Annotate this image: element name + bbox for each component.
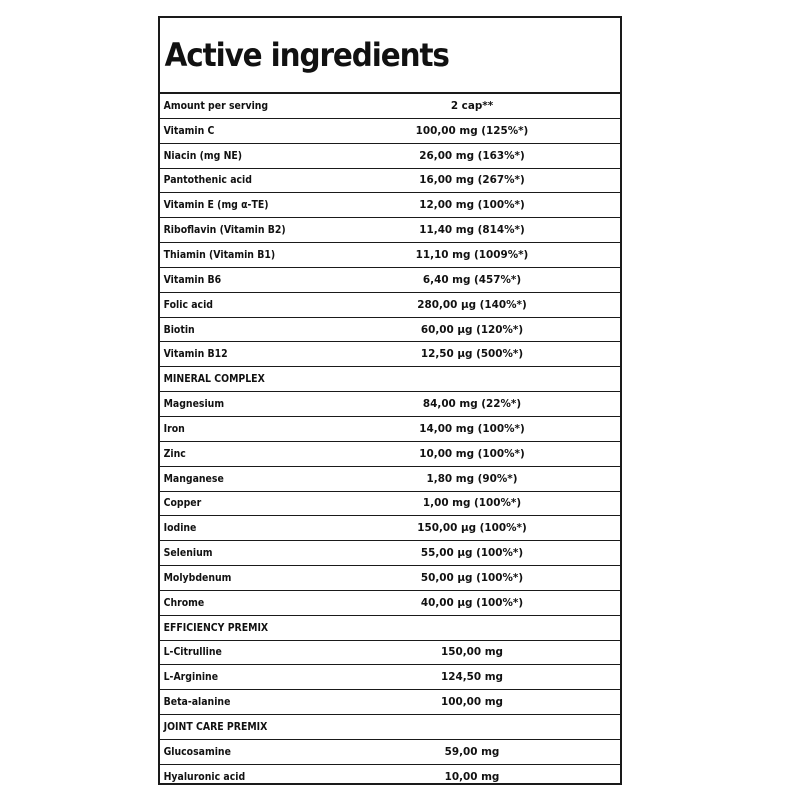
- ingredient-name: L-Citrulline: [163, 646, 222, 659]
- ingredient-name: Vitamin E (mg α-TE): [163, 199, 269, 212]
- table-row: [160, 591, 620, 616]
- table-row: [160, 318, 620, 343]
- ingredient-amount: 59,00 mg: [444, 745, 500, 758]
- ingredient-amount: 150,00 µg (100%*): [417, 522, 527, 535]
- ingredient-amount: 1,80 mg (90%*): [426, 472, 518, 485]
- ingredients-table: [160, 92, 620, 790]
- ingredient-name: Biotin: [163, 323, 195, 336]
- table-row: [160, 144, 620, 169]
- table-row: [160, 94, 620, 119]
- ingredient-name: Vitamin B6: [163, 273, 222, 286]
- ingredient-name: Amount per serving: [163, 99, 269, 112]
- ingredient-amount: 10,00 mg (100%*): [419, 447, 525, 460]
- table-row: [160, 715, 620, 740]
- ingredient-name: Chrome: [163, 596, 205, 609]
- ingredient-amount: 124,50 mg: [441, 671, 503, 684]
- table-row: [160, 342, 620, 367]
- ingredient-name: Riboflavin (Vitamin B2): [163, 224, 286, 237]
- ingredient-name: Iodine: [163, 522, 197, 535]
- table-row: [160, 442, 620, 467]
- ingredient-name: Pantothenic acid: [163, 174, 252, 187]
- ingredient-name: EFFICIENCY PREMIX: [163, 621, 269, 634]
- ingredient-name: Magnesium: [163, 398, 225, 411]
- ingredient-name: Glucosamine: [163, 745, 231, 758]
- ingredient-amount: 50,00 µg (100%*): [420, 571, 524, 584]
- ingredient-amount: 2 cap**: [450, 99, 494, 112]
- table-row: [160, 243, 620, 268]
- table-row: [160, 690, 620, 715]
- ingredient-amount: 100,00 mg (125%*): [415, 124, 529, 137]
- ingredient-amount: 14,00 mg (100%*): [419, 422, 525, 435]
- ingredient-name: Hyaluronic acid: [163, 771, 246, 784]
- ingredient-amount: 60,00 µg (120%*): [420, 323, 524, 336]
- ingredient-amount: 1,00 mg (100%*): [422, 497, 522, 510]
- table-row: [160, 541, 620, 566]
- ingredient-amount: 12,50 µg (500%*): [420, 348, 524, 361]
- ingredient-amount: 55,00 µg (100%*): [420, 547, 524, 560]
- ingredient-amount: 11,10 mg (1009%*): [415, 248, 529, 261]
- table-row: [160, 417, 620, 442]
- table-row: [160, 169, 620, 194]
- page-title: Active ingredients: [164, 36, 449, 74]
- table-row: [160, 492, 620, 517]
- table-row: [160, 641, 620, 666]
- table-row: [160, 268, 620, 293]
- ingredient-name: Molybdenum: [163, 571, 232, 584]
- ingredient-amount: 6,40 mg (457%*): [422, 273, 522, 286]
- table-row: [160, 616, 620, 641]
- table-row: [160, 765, 620, 790]
- table-row: [160, 392, 620, 417]
- table-row: [160, 516, 620, 541]
- ingredient-name: Copper: [163, 497, 202, 510]
- ingredient-amount: 16,00 mg (267%*): [419, 174, 525, 187]
- ingredient-name: Iron: [163, 422, 185, 435]
- table-row: [160, 665, 620, 690]
- table-row: [160, 566, 620, 591]
- ingredient-amount: 100,00 mg: [441, 696, 503, 709]
- ingredient-name: JOINT CARE PREMIX: [163, 721, 268, 734]
- ingredient-name: L-Arginine: [163, 671, 219, 684]
- ingredient-amount: 11,40 mg (814%*): [419, 224, 525, 237]
- ingredient-amount: 10,00 mg: [444, 771, 500, 784]
- table-row: [160, 119, 620, 144]
- ingredient-name: Vitamin B12: [163, 348, 228, 361]
- ingredient-amount: 150,00 mg: [441, 646, 503, 659]
- ingredient-name: Thiamin (Vitamin B1): [163, 248, 276, 261]
- ingredient-name: Manganese: [163, 472, 224, 485]
- ingredient-name: Vitamin C: [163, 124, 215, 137]
- ingredient-amount: 12,00 mg (100%*): [419, 199, 525, 212]
- ingredient-amount: 26,00 mg (163%*): [419, 149, 525, 162]
- table-row: [160, 193, 620, 218]
- table-row: [160, 367, 620, 392]
- ingredients-panel: [158, 16, 622, 785]
- table-row: [160, 467, 620, 492]
- table-row: [160, 740, 620, 765]
- ingredient-name: Niacin (mg NE): [163, 149, 243, 162]
- table-row: [160, 293, 620, 318]
- ingredient-amount: 40,00 µg (100%*): [420, 596, 524, 609]
- ingredient-name: Folic acid: [163, 298, 214, 311]
- ingredient-name: Zinc: [163, 447, 186, 460]
- ingredient-name: MINERAL COMPLEX: [163, 373, 265, 386]
- ingredient-amount: 280,00 µg (140%*): [417, 298, 527, 311]
- ingredient-name: Selenium: [163, 547, 213, 560]
- ingredient-name: Beta-alanine: [163, 696, 231, 709]
- ingredient-amount: 84,00 mg (22%*): [422, 398, 522, 411]
- table-row: [160, 218, 620, 243]
